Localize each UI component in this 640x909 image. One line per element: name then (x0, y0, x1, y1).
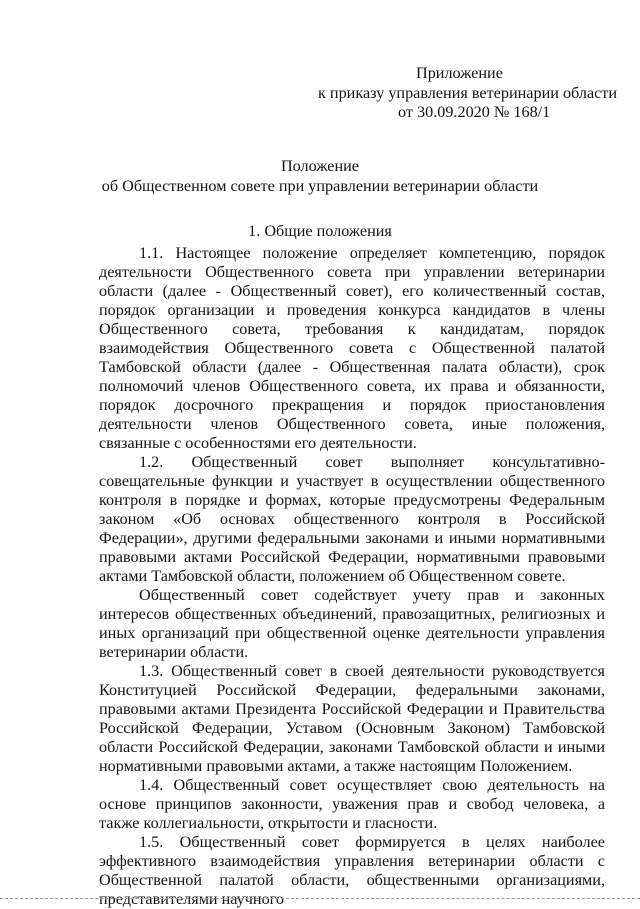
paragraph-1-4: 1.4. Общественный совет осуществляет свою деятельность на основе принципов законности, уважения прав и свобод человека, а также коллегиальности, открытости и гласности. (99, 776, 605, 832)
paragraph-1-2-continued: Общественный совет содействует учету прав и законных интересов общественных объединений, правозащитных, религиозных и иных организаций при общественной оценке деятельности управления ветеринарии области. (99, 586, 605, 661)
paragraph-1-1: 1.1. Настоящее положение определяет компетенцию, порядок деятельности Общественного совета при управлении ветеринарии области (далее - Общественный совет), его количественный состав, порядок организации и проведения конкурса кандидатов в члены Общественного совета, требования к кандидатам, порядок взаимодействия Общественного совета с Общественной палатой Тамбовской области (далее - Общественная палата области), срок полномочий членов Общественного совета, их права и обязанности, порядок досрочного прекращения и порядок приостановления деятельности членов Общественного совета, иные положения, связанные с особенностями его деятельности. (99, 244, 605, 452)
document-title-line1: Положение (280, 157, 359, 175)
appendix-order-date: от 30.09.2020 № 168/1 (398, 103, 551, 121)
paragraph-1-2: 1.2. Общественный совет выполняет консультативно-совещательные функции и участвует в осуществлении общественного контроля в порядке и формах, которые предусмотрены Федеральным законом «Об основах общественного контроля в Российской Федерации», другими федеральными законами и иными нормативными правовыми актами Российской Федерации, нормативными правовыми актами Тамбовской области, положением об Общественном совете. (99, 453, 605, 585)
paragraph-1-5: 1.5. Общественный совет формируется в целях наиболее эффективного взаимодействия управления ветеринарии области с Общественной палатой области, общественными организациями, представителями научного (99, 833, 605, 908)
section-heading: 1. Общие положения (248, 222, 392, 240)
paragraph-1-3: 1.3. Общественный совет в своей деятельности руководствуется Конституцией Российской Федерации, федеральными законами, правовыми актами Президента Российской Федерации и Правительства Российской Федерации, Уставом (Основным Законом) Тамбовской области Российской Федерации, законами Тамбовской области и иными нормативными правовыми актами, а также настоящим Положением. (99, 662, 605, 775)
appendix-order-reference: к приказу управления ветеринарии области (318, 83, 618, 102)
page-bottom-rule (0, 898, 640, 899)
appendix-header (300, 64, 618, 123)
document-title (0, 157, 640, 196)
section-body (99, 244, 605, 909)
appendix-title: Приложение (416, 64, 503, 82)
document-title-line2: об Общественном совете при управлении ветеринарии области (101, 176, 539, 195)
